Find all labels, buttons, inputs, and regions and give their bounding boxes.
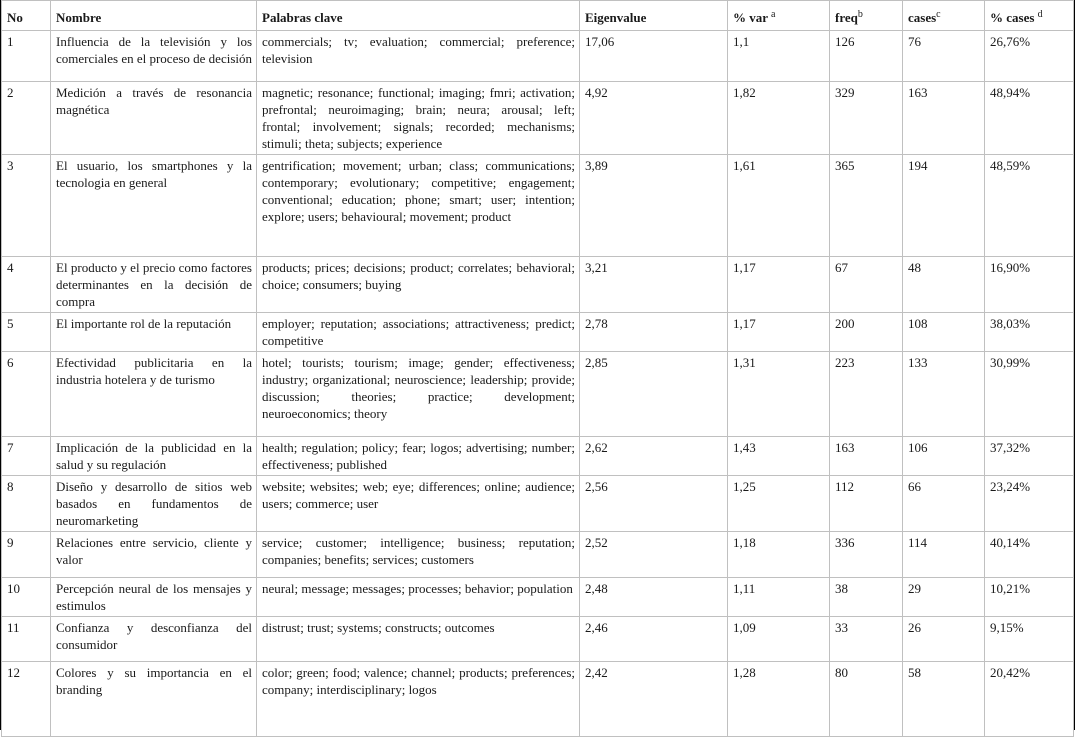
cell-nombre: Implicación de la publicidad en la salud y su regulación xyxy=(51,437,257,476)
header-var xyxy=(728,1,830,31)
cell-freq: 163 xyxy=(830,437,903,476)
header-freq xyxy=(830,1,903,31)
cell-cases: 29 xyxy=(903,578,985,617)
cell-cases: 163 xyxy=(903,82,985,155)
cell-palabras-clave: distrust; trust; systems; constructs; outcomes xyxy=(257,617,580,662)
cell-pct-cases: 26,76% xyxy=(985,31,1074,82)
cell-eigenvalue: 3,89 xyxy=(580,155,728,257)
footnote-marker-b: b xyxy=(857,9,863,20)
cell-pct-cases: 23,24% xyxy=(985,476,1074,532)
cell-no: 3 xyxy=(2,155,51,257)
table-row xyxy=(2,155,1074,257)
cell-freq: 365 xyxy=(830,155,903,257)
cell-freq: 38 xyxy=(830,578,903,617)
header-no xyxy=(2,1,51,31)
cell-var: 1,18 xyxy=(728,532,830,578)
cell-pct-cases: 38,03% xyxy=(985,313,1074,352)
header-nombre xyxy=(51,1,257,31)
cell-freq: 336 xyxy=(830,532,903,578)
cell-var: 1,09 xyxy=(728,617,830,662)
table-row xyxy=(2,313,1074,352)
cell-var: 1,17 xyxy=(728,313,830,352)
header-eigenvalue xyxy=(580,1,728,31)
header-no-label: No xyxy=(7,10,23,25)
cell-no: 7 xyxy=(2,437,51,476)
cell-var: 1,61 xyxy=(728,155,830,257)
header-freq-label: freq xyxy=(835,10,858,25)
header-row xyxy=(2,1,1074,31)
cell-pct-cases: 37,32% xyxy=(985,437,1074,476)
cell-no: 11 xyxy=(2,617,51,662)
cell-pct-cases: 40,14% xyxy=(985,532,1074,578)
cell-eigenvalue: 2,42 xyxy=(580,662,728,737)
cell-no: 1 xyxy=(2,31,51,82)
cell-no: 10 xyxy=(2,578,51,617)
table-body xyxy=(2,31,1074,737)
cell-nombre: Relaciones entre servicio, cliente y valor xyxy=(51,532,257,578)
header-palabras-clave xyxy=(257,1,580,31)
cell-freq: 329 xyxy=(830,82,903,155)
cell-freq: 223 xyxy=(830,352,903,437)
cell-no: 8 xyxy=(2,476,51,532)
cell-freq: 33 xyxy=(830,617,903,662)
cell-nombre: Diseño y desarrollo de sitios web basados en fundamentos de neuromarketing xyxy=(51,476,257,532)
table-row xyxy=(2,476,1074,532)
table-row xyxy=(2,31,1074,82)
cell-palabras-clave: service; customer; intelligence; business; reputation; companies; benefits; services; customers xyxy=(257,532,580,578)
cell-pct-cases: 10,21% xyxy=(985,578,1074,617)
table-row xyxy=(2,437,1074,476)
clusters-table xyxy=(1,0,1074,737)
cell-cases: 133 xyxy=(903,352,985,437)
cell-palabras-clave: website; websites; web; eye; differences; online; audience; users; commerce; user xyxy=(257,476,580,532)
cell-no: 6 xyxy=(2,352,51,437)
header-palabras-label: Palabras clave xyxy=(262,10,343,25)
cell-freq: 80 xyxy=(830,662,903,737)
cell-pct-cases: 48,59% xyxy=(985,155,1074,257)
cell-pct-cases: 9,15% xyxy=(985,617,1074,662)
cell-eigenvalue: 2,52 xyxy=(580,532,728,578)
cell-nombre: Confianza y desconfianza del consumidor xyxy=(51,617,257,662)
header-var-label: % var xyxy=(733,10,768,25)
cell-nombre: Influencia de la televisión y los comerciales en el proceso de decisión xyxy=(51,31,257,82)
cell-cases: 66 xyxy=(903,476,985,532)
cell-palabras-clave: commercials; tv; evaluation; commercial; preference; television xyxy=(257,31,580,82)
header-pct-cases xyxy=(985,1,1074,31)
cell-no: 5 xyxy=(2,313,51,352)
cell-eigenvalue: 2,48 xyxy=(580,578,728,617)
cell-pct-cases: 16,90% xyxy=(985,257,1074,313)
cell-nombre: El usuario, los smartphones y la tecnologia en general xyxy=(51,155,257,257)
cell-palabras-clave: health; regulation; policy; fear; logos; advertising; number; effectiveness; published xyxy=(257,437,580,476)
cell-var: 1,1 xyxy=(728,31,830,82)
cell-freq: 200 xyxy=(830,313,903,352)
table-row xyxy=(2,578,1074,617)
cell-pct-cases: 30,99% xyxy=(985,352,1074,437)
header-pct-cases-label: % cases xyxy=(990,10,1035,25)
cell-nombre: Medición a través de resonancia magnética xyxy=(51,82,257,155)
cell-no: 2 xyxy=(2,82,51,155)
table-row xyxy=(2,662,1074,737)
cell-palabras-clave: color; green; food; valence; channel; products; preferences; company; interdisciplinary; logos xyxy=(257,662,580,737)
cell-var: 1,25 xyxy=(728,476,830,532)
cell-eigenvalue: 2,62 xyxy=(580,437,728,476)
cell-nombre: El importante rol de la reputación xyxy=(51,313,257,352)
cell-var: 1,43 xyxy=(728,437,830,476)
cell-var: 1,28 xyxy=(728,662,830,737)
cell-cases: 108 xyxy=(903,313,985,352)
cell-no: 12 xyxy=(2,662,51,737)
footnote-marker-a: a xyxy=(771,9,776,20)
cell-palabras-clave: neural; message; messages; processes; behavior; population xyxy=(257,578,580,617)
cell-no: 9 xyxy=(2,532,51,578)
cell-var: 1,82 xyxy=(728,82,830,155)
cell-eigenvalue: 2,78 xyxy=(580,313,728,352)
cell-eigenvalue: 3,21 xyxy=(580,257,728,313)
cell-palabras-clave: employer; reputation; associations; attractiveness; predict; competitive xyxy=(257,313,580,352)
cell-cases: 106 xyxy=(903,437,985,476)
cell-cases: 76 xyxy=(903,31,985,82)
cell-cases: 58 xyxy=(903,662,985,737)
cell-nombre: Efectividad publicitaria en la industria hotelera y de turismo xyxy=(51,352,257,437)
footnote-marker-c: c xyxy=(936,9,941,20)
table-row xyxy=(2,617,1074,662)
cell-var: 1,31 xyxy=(728,352,830,437)
header-nombre-label: Nombre xyxy=(56,10,102,25)
cell-palabras-clave: products; prices; decisions; product; correlates; behavioral; choice; consumers; buying xyxy=(257,257,580,313)
cell-eigenvalue: 2,85 xyxy=(580,352,728,437)
table-row xyxy=(2,532,1074,578)
header-eigenvalue-label: Eigenvalue xyxy=(585,10,647,25)
cell-palabras-clave: magnetic; resonance; functional; imaging; fmri; activation; prefrontal; neuroimaging; brain; neura; arousal; left; frontal; involvement; signals; recorded; mechanisms; stimuli; theta; subjects; experience xyxy=(257,82,580,155)
cell-palabras-clave: hotel; tourists; tourism; image; gender; effectiveness; industry; organizational; neuroscience; leadership; provide; discussion; theories; practice; development; neuroeconomics; theory xyxy=(257,352,580,437)
cell-freq: 112 xyxy=(830,476,903,532)
cell-no: 4 xyxy=(2,257,51,313)
cell-eigenvalue: 4,92 xyxy=(580,82,728,155)
header-cases xyxy=(903,1,985,31)
cell-nombre: Colores y su importancia en el branding xyxy=(51,662,257,737)
cell-palabras-clave: gentrification; movement; urban; class; communications; contemporary; evolutionary; competitive; engagement; conventional; education; phone; smart; user; intention; explore; users; behavioural; movement; product xyxy=(257,155,580,257)
cell-var: 1,17 xyxy=(728,257,830,313)
cell-cases: 26 xyxy=(903,617,985,662)
table-row xyxy=(2,257,1074,313)
cell-cases: 48 xyxy=(903,257,985,313)
cell-var: 1,11 xyxy=(728,578,830,617)
header-cases-label: cases xyxy=(908,10,937,25)
table-row xyxy=(2,352,1074,437)
cell-eigenvalue: 17,06 xyxy=(580,31,728,82)
cell-freq: 67 xyxy=(830,257,903,313)
cell-nombre: Percepción neural de los mensajes y estimulos xyxy=(51,578,257,617)
cell-cases: 114 xyxy=(903,532,985,578)
cell-pct-cases: 20,42% xyxy=(985,662,1074,737)
footnote-marker-d: d xyxy=(1037,9,1043,20)
cell-eigenvalue: 2,46 xyxy=(580,617,728,662)
cell-nombre: El producto y el precio como factores determinantes en la decisión de compra xyxy=(51,257,257,313)
cell-cases: 194 xyxy=(903,155,985,257)
cell-eigenvalue: 2,56 xyxy=(580,476,728,532)
cell-freq: 126 xyxy=(830,31,903,82)
table-row xyxy=(2,82,1074,155)
cell-pct-cases: 48,94% xyxy=(985,82,1074,155)
